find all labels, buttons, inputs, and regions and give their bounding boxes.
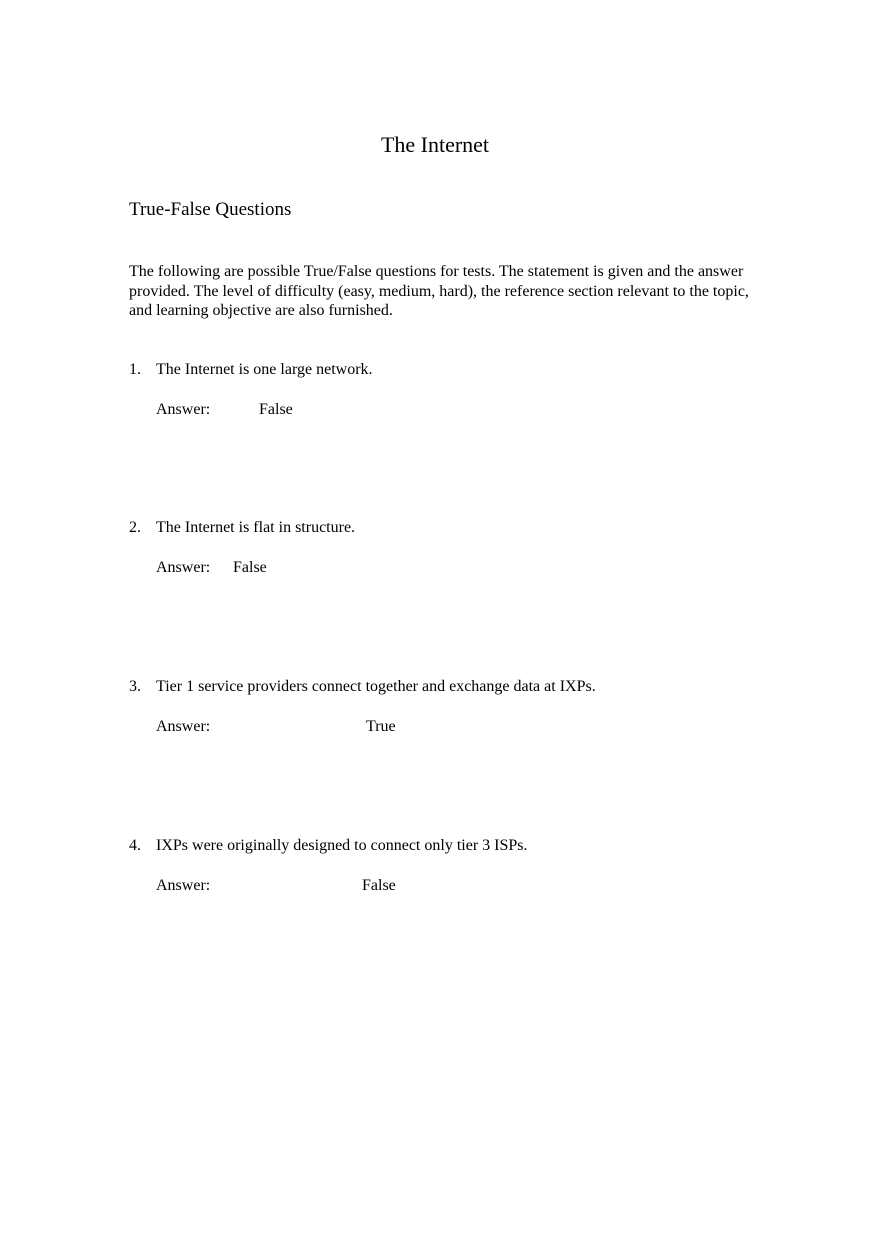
question-item (129, 836, 769, 896)
answer-label: Answer: (156, 718, 211, 735)
answer-line (129, 717, 769, 737)
answer-label: Answer: (156, 401, 211, 418)
answer-line (129, 876, 769, 896)
question-line (129, 677, 769, 697)
question-line (129, 360, 769, 380)
question-item (129, 518, 769, 578)
answer-value: True (366, 718, 396, 735)
answer-label: Answer: (156, 559, 211, 576)
answer-line (129, 558, 769, 578)
question-number: 2. (129, 519, 141, 536)
question-number: 4. (129, 837, 141, 854)
question-statement: Tier 1 service providers connect together and exchange data at IXPs. (156, 678, 596, 695)
question-number: 1. (129, 361, 141, 378)
answer-value: False (233, 559, 267, 576)
answer-label: Answer: (156, 877, 211, 894)
question-statement: The Internet is one large network. (156, 361, 373, 378)
answer-line (129, 400, 769, 420)
question-number: 3. (129, 678, 141, 695)
question-item (129, 677, 769, 737)
answer-value: False (259, 401, 293, 418)
question-item (129, 360, 769, 420)
section-heading: True-False Questions (129, 199, 292, 220)
question-statement: IXPs were originally designed to connect only tier 3 ISPs. (156, 837, 528, 854)
page-title: The Internet (380, 132, 490, 157)
question-line (129, 836, 769, 856)
question-statement: The Internet is flat in structure. (156, 519, 356, 536)
answer-value: False (362, 877, 396, 894)
intro-paragraph: The following are possible True/False questions for tests. The statement is given and the answer provided. The level of difficulty (easy, medium, hard), the reference section relevant to the topic, and learning objective are also furnished. (129, 263, 749, 319)
question-line (129, 518, 769, 538)
